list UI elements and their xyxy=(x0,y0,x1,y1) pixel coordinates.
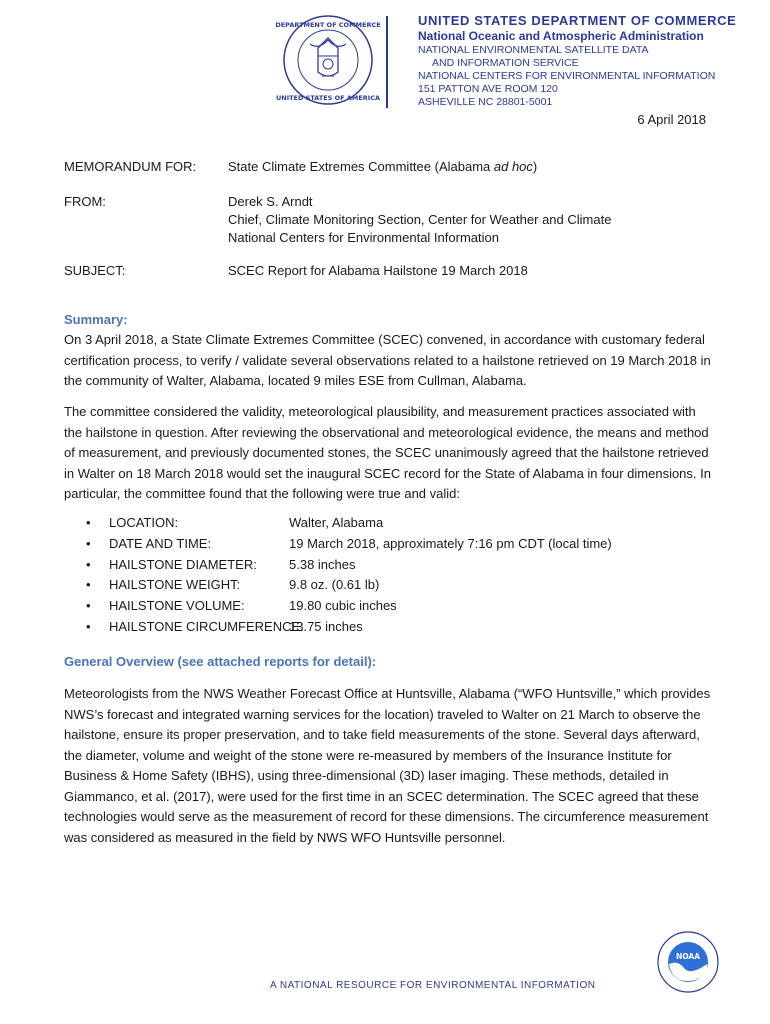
finding-item xyxy=(86,557,646,578)
memo-for-label: MEMORANDUM FOR: xyxy=(64,159,197,174)
summary-paragraph-2: The committee considered the validity, meteorological plausibility, and measurement practices associated with the hailstone in question. After reviewing the observational and meteorological evidence, the means and method of measurement, and previously documented stones, the SCEC unanimously agreed that the hailstone retrieved in Walter on 18 March 2018 would set the inaugural SCEC record for the State of Alabama in four dimensions. In particular, the committee found that the following were true and valid: xyxy=(64,404,711,501)
finding-item xyxy=(86,515,646,536)
finding-label: HAILSTONE VOLUME: xyxy=(109,598,245,614)
address-line-1: 151 PATTON AVE ROOM 120 xyxy=(418,83,558,95)
administration-name: National Oceanic and Atmospheric Administration xyxy=(418,29,704,43)
finding-label: HAILSTONE WEIGHT: xyxy=(109,577,241,593)
memo-for-value: State Climate Extremes Committee (Alabama ad hoc) xyxy=(228,159,538,174)
bullet-icon: • xyxy=(86,598,91,614)
memo-subject-value: SCEC Report for Alabama Hailstone 19 March 2018 xyxy=(228,263,528,278)
bullet-icon: • xyxy=(86,535,91,551)
finding-value: 9.8 oz. (0.61 lb) xyxy=(289,577,380,593)
finding-value: 5.38 inches xyxy=(289,556,356,572)
finding-item xyxy=(86,598,646,619)
from-name: Derek S. Arndt xyxy=(228,194,313,209)
noaa-logo xyxy=(656,930,720,994)
footer-tagline: A NATIONAL RESOURCE FOR ENVIRONMENTAL INFORMATION xyxy=(270,980,596,991)
from-title-2: National Centers for Environmental Information xyxy=(228,230,499,245)
memo-date: 6 April 2018 xyxy=(637,112,706,127)
finding-value: 13.75 inches xyxy=(289,618,363,634)
overview-paragraph: Meteorologists from the NWS Weather Forecast Office at Huntsville, Alabama (“WFO Huntsville,” which provides NWS’s forecast and integrated warning services for the location) traveled to Walter on 21 March to observe the hailstone, ensure its proper preservation, and to take field measurements of the stone. Several days afterward, the diameter, volume and weight of the stone were re-measured by members of the Insurance Institute for Business & Home Safety (IBHS), using three-dimensional (3D) laser imaging. These methods, detailed in Giammanco, et al. (2017), were used for the first time in an SCEC determination. The SCEC agreed that these technologies would serve as the measurement of record for these dimensions. The circumference measurement was considered as measured in the field by NWS WFO Huntsville personnel. xyxy=(64,686,711,845)
finding-label: HAILSTONE CIRCUMFERENCE: xyxy=(109,618,304,634)
letterhead-divider xyxy=(386,16,388,108)
memo-from-label: FROM: xyxy=(64,194,106,209)
memo-from-value xyxy=(228,193,708,247)
finding-label: HAILSTONE DIAMETER: xyxy=(109,556,257,572)
service-line-1: NATIONAL ENVIRONMENTAL SATELLITE DATA xyxy=(418,44,649,56)
finding-item xyxy=(86,577,646,598)
findings-list xyxy=(86,515,646,640)
finding-label: LOCATION: xyxy=(109,515,179,530)
address-line-2: ASHEVILLE NC 28801-5001 xyxy=(418,96,553,108)
department-of-commerce-seal xyxy=(275,14,381,106)
centers-name: NATIONAL CENTERS FOR ENVIRONMENTAL INFORMATION xyxy=(418,70,716,82)
finding-item xyxy=(86,536,646,557)
bullet-icon: • xyxy=(86,577,91,593)
overview-heading: General Overview (see attached reports for detail): xyxy=(64,654,377,669)
finding-item xyxy=(86,619,646,640)
svg-text:DEPARTMENT OF COMMERCE: DEPARTMENT OF COMMERCE xyxy=(275,21,381,29)
summary-heading: Summary: xyxy=(64,312,128,327)
letterhead-agency-block xyxy=(418,13,736,109)
memo-subject-label: SUBJECT: xyxy=(64,263,126,278)
finding-value: Walter, Alabama xyxy=(289,515,384,530)
finding-value: 19 March 2018, approximately 7:16 pm CDT (local time) xyxy=(289,535,612,551)
svg-text:UNITED STATES OF AMERICA: UNITED STATES OF AMERICA xyxy=(275,94,381,102)
finding-label: DATE AND TIME: xyxy=(109,535,212,551)
summary-paragraph-1: On 3 April 2018, a State Climate Extremes Committee (SCEC) convened, in accordance with customary federal certification process, to verify / validate several observations related to a hailstone retrieved on 19 March 2018 in the community of Walter, Alabama, located 9 miles ESE from Cullman, Alabama. xyxy=(64,332,711,388)
finding-value: 19.80 cubic inches xyxy=(289,598,397,614)
bullet-icon: • xyxy=(86,618,91,634)
bullet-icon: • xyxy=(86,515,91,530)
from-title-1: Chief, Climate Monitoring Section, Center for Weather and Climate xyxy=(228,212,612,227)
service-line-2: AND INFORMATION SERVICE xyxy=(432,57,579,69)
department-name: UNITED STATES DEPARTMENT OF COMMERCE xyxy=(418,13,737,28)
bullet-icon: • xyxy=(86,556,91,572)
noaa-logo-text: NOAA xyxy=(675,952,701,961)
